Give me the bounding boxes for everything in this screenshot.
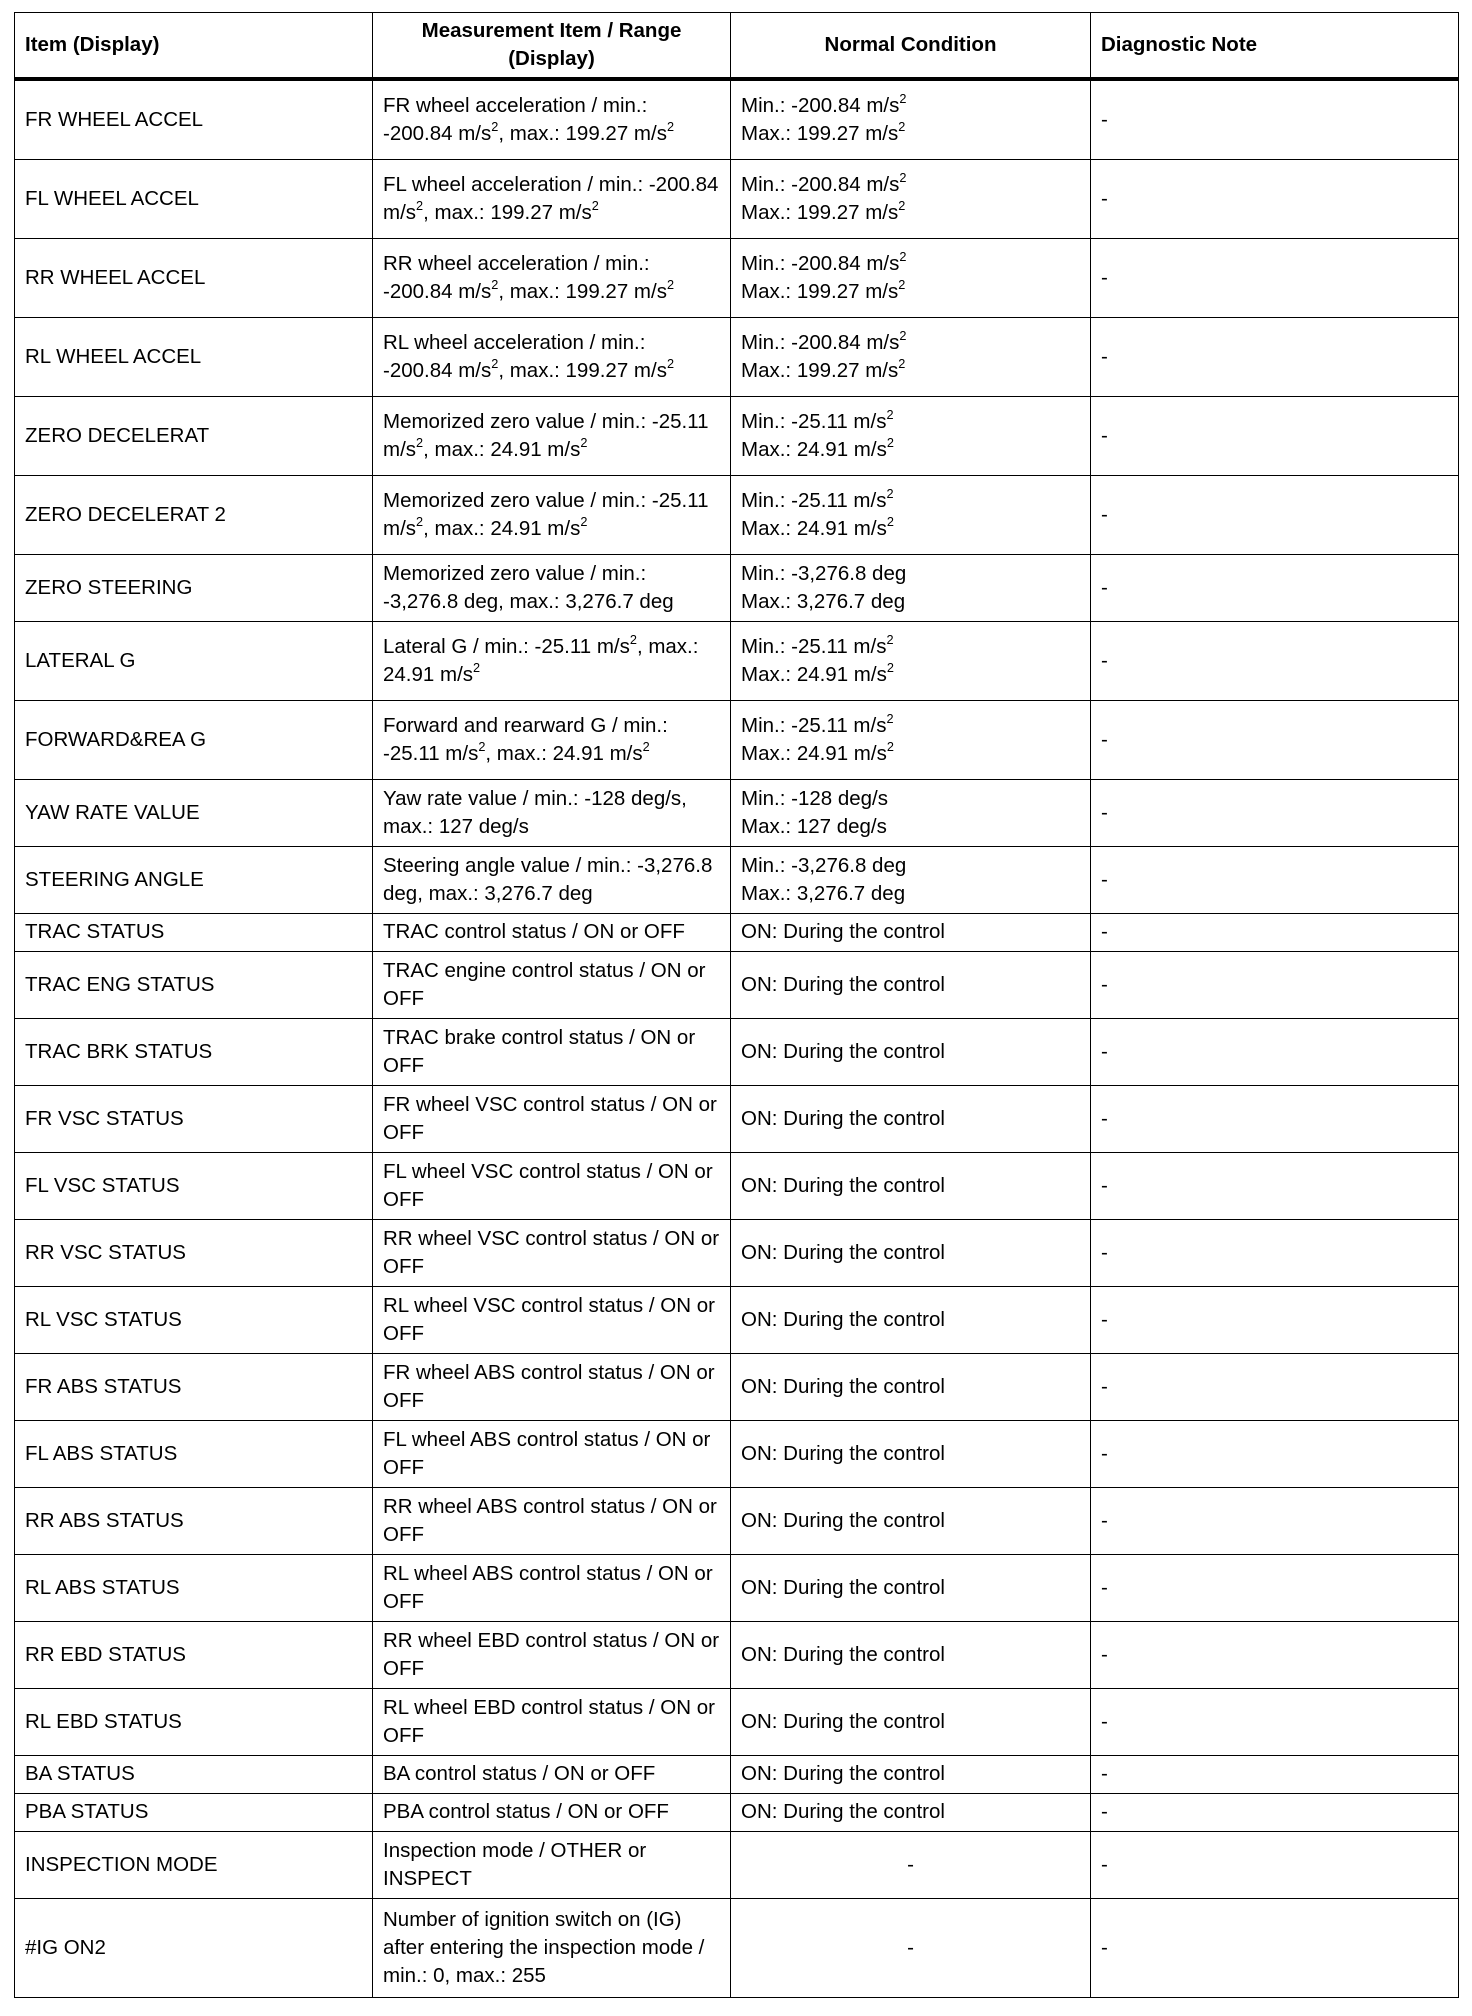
cell-item-display: ZERO STEERING xyxy=(15,555,373,622)
table-row xyxy=(15,1555,1459,1622)
cell-diagnostic-note: - xyxy=(1091,1899,1459,1998)
cell-diagnostic-note: - xyxy=(1091,397,1459,476)
cell-item-display: INSPECTION MODE xyxy=(15,1832,373,1899)
cell-item-display: TRAC STATUS xyxy=(15,914,373,952)
cell-normal-condition: ON: During the control xyxy=(731,1086,1091,1153)
table-header-row xyxy=(15,13,1459,80)
cell-diagnostic-note: - xyxy=(1091,1488,1459,1555)
cell-measurement-item: Inspection mode / OTHER or INSPECT xyxy=(373,1832,731,1899)
cell-item-display: PBA STATUS xyxy=(15,1794,373,1832)
table-row xyxy=(15,701,1459,780)
table-row xyxy=(15,780,1459,847)
table-row xyxy=(15,239,1459,318)
header-diagnostic-note: Diagnostic Note xyxy=(1091,13,1459,80)
cell-diagnostic-note: - xyxy=(1091,1086,1459,1153)
cell-normal-condition: Min.: -25.11 $m/s^2$ Max.: 24.91 $m/s^2$ xyxy=(731,476,1091,555)
table-row xyxy=(15,1832,1459,1899)
table-row xyxy=(15,1421,1459,1488)
cell-normal-condition: ON: During the control xyxy=(731,1622,1091,1689)
cell-measurement-item: Yaw rate value / min.: -128 deg/s, max.: 127 deg/s xyxy=(373,780,731,847)
cell-normal-condition: ON: During the control xyxy=(731,1019,1091,1086)
cell-normal-condition: ON: During the control xyxy=(731,1756,1091,1794)
cell-normal-condition: - xyxy=(731,1832,1091,1899)
cell-diagnostic-note: - xyxy=(1091,1689,1459,1756)
cell-diagnostic-note: - xyxy=(1091,555,1459,622)
cell-measurement-item: TRAC control status / ON or OFF xyxy=(373,914,731,952)
cell-item-display: FL VSC STATUS xyxy=(15,1153,373,1220)
cell-item-display: RR WHEEL ACCEL xyxy=(15,239,373,318)
cell-item-display: RL WHEEL ACCEL xyxy=(15,318,373,397)
table-row xyxy=(15,1794,1459,1832)
cell-measurement-item: Number of ignition switch on (IG) after entering the inspection mode / min.: 0, max.: 255 xyxy=(373,1899,731,1998)
cell-normal-condition: Min.: -200.84 $m/s^2$ Max.: 199.27 $m/s^2$ xyxy=(731,79,1091,160)
cell-measurement-item: RL wheel acceleration / min.: -200.84 $m/s^2$, max.: 199.27 $m/s^2$ xyxy=(373,318,731,397)
cell-normal-condition: ON: During the control xyxy=(731,1421,1091,1488)
cell-item-display: #IG ON2 xyxy=(15,1899,373,1998)
cell-normal-condition: - xyxy=(731,1899,1091,1998)
cell-measurement-item: RR wheel EBD control status / ON or OFF xyxy=(373,1622,731,1689)
cell-diagnostic-note: - xyxy=(1091,622,1459,701)
cell-normal-condition: ON: During the control xyxy=(731,1555,1091,1622)
cell-measurement-item: Memorized zero value / min.: -25.11 $m/s^2$, max.: 24.91 $m/s^2$ xyxy=(373,397,731,476)
table-body xyxy=(15,79,1459,1998)
cell-normal-condition: Min.: -3,276.8 deg Max.: 3,276.7 deg xyxy=(731,847,1091,914)
table-row xyxy=(15,622,1459,701)
cell-item-display: RR EBD STATUS xyxy=(15,1622,373,1689)
cell-measurement-item: Memorized zero value / min.: -3,276.8 deg, max.: 3,276.7 deg xyxy=(373,555,731,622)
cell-diagnostic-note: - xyxy=(1091,1622,1459,1689)
cell-item-display: RL VSC STATUS xyxy=(15,1287,373,1354)
table-row xyxy=(15,952,1459,1019)
cell-normal-condition: Min.: -128 deg/s Max.: 127 deg/s xyxy=(731,780,1091,847)
cell-normal-condition: Min.: -200.84 $m/s^2$ Max.: 199.27 $m/s^2$ xyxy=(731,160,1091,239)
cell-diagnostic-note: - xyxy=(1091,701,1459,780)
cell-normal-condition: Min.: -200.84 $m/s^2$ Max.: 199.27 $m/s^2$ xyxy=(731,239,1091,318)
cell-measurement-item: Memorized zero value / min.: -25.11 $m/s^2$, max.: 24.91 $m/s^2$ xyxy=(373,476,731,555)
table-row xyxy=(15,1899,1459,1998)
cell-diagnostic-note: - xyxy=(1091,952,1459,1019)
cell-measurement-item: FL wheel VSC control status / ON or OFF xyxy=(373,1153,731,1220)
cell-normal-condition: Min.: -200.84 $m/s^2$ Max.: 199.27 $m/s^2$ xyxy=(731,318,1091,397)
header-measurement-item: Measurement Item / Range (Display) xyxy=(373,13,731,80)
cell-measurement-item: RL wheel VSC control status / ON or OFF xyxy=(373,1287,731,1354)
table-row xyxy=(15,1220,1459,1287)
table-row xyxy=(15,1354,1459,1421)
cell-diagnostic-note: - xyxy=(1091,780,1459,847)
cell-diagnostic-note: - xyxy=(1091,1832,1459,1899)
cell-measurement-item: FL wheel acceleration / min.: -200.84 $m/s^2$, max.: 199.27 $m/s^2$ xyxy=(373,160,731,239)
cell-diagnostic-note: - xyxy=(1091,847,1459,914)
cell-diagnostic-note: - xyxy=(1091,914,1459,952)
cell-item-display: ZERO DECELERAT 2 xyxy=(15,476,373,555)
cell-measurement-item: Forward and rearward G / min.: -25.11 $m/s^2$, max.: 24.91 $m/s^2$ xyxy=(373,701,731,780)
table-row xyxy=(15,555,1459,622)
data-list-table xyxy=(14,12,1459,1998)
cell-diagnostic-note: - xyxy=(1091,239,1459,318)
cell-diagnostic-note: - xyxy=(1091,1220,1459,1287)
cell-measurement-item: FR wheel VSC control status / ON or OFF xyxy=(373,1086,731,1153)
cell-measurement-item: FL wheel ABS control status / ON or OFF xyxy=(373,1421,731,1488)
cell-item-display: LATERAL G xyxy=(15,622,373,701)
cell-item-display: RL EBD STATUS xyxy=(15,1689,373,1756)
cell-diagnostic-note: - xyxy=(1091,1555,1459,1622)
table-row xyxy=(15,79,1459,160)
cell-measurement-item: RR wheel ABS control status / ON or OFF xyxy=(373,1488,731,1555)
cell-measurement-item: PBA control status / ON or OFF xyxy=(373,1794,731,1832)
table-row xyxy=(15,160,1459,239)
cell-measurement-item: TRAC brake control status / ON or OFF xyxy=(373,1019,731,1086)
header-normal-condition: Normal Condition xyxy=(731,13,1091,80)
cell-diagnostic-note: - xyxy=(1091,1019,1459,1086)
cell-measurement-item: Steering angle value / min.: -3,276.8 deg, max.: 3,276.7 deg xyxy=(373,847,731,914)
data-list-table-container xyxy=(14,12,1458,1998)
table-row xyxy=(15,914,1459,952)
cell-item-display: TRAC BRK STATUS xyxy=(15,1019,373,1086)
cell-measurement-item: Lateral G / min.: -25.11 $m/s^2$, max.: 24.91 $m/s^2$ xyxy=(373,622,731,701)
cell-normal-condition: Min.: -25.11 $m/s^2$ Max.: 24.91 $m/s^2$ xyxy=(731,701,1091,780)
cell-normal-condition: ON: During the control xyxy=(731,1287,1091,1354)
table-row xyxy=(15,1756,1459,1794)
cell-item-display: BA STATUS xyxy=(15,1756,373,1794)
cell-normal-condition: Min.: -25.11 $m/s^2$ Max.: 24.91 $m/s^2$ xyxy=(731,622,1091,701)
cell-diagnostic-note: - xyxy=(1091,1153,1459,1220)
cell-item-display: FL ABS STATUS xyxy=(15,1421,373,1488)
cell-measurement-item: FR wheel acceleration / min.: -200.84 $m/s^2$, max.: 199.27 $m/s^2$ xyxy=(373,79,731,160)
cell-normal-condition: ON: During the control xyxy=(731,914,1091,952)
cell-item-display: FR WHEEL ACCEL xyxy=(15,79,373,160)
cell-item-display: TRAC ENG STATUS xyxy=(15,952,373,1019)
table-row xyxy=(15,1019,1459,1086)
table-row xyxy=(15,318,1459,397)
cell-measurement-item: BA control status / ON or OFF xyxy=(373,1756,731,1794)
cell-normal-condition: ON: During the control xyxy=(731,952,1091,1019)
table-row xyxy=(15,1086,1459,1153)
cell-item-display: FR VSC STATUS xyxy=(15,1086,373,1153)
cell-item-display: STEERING ANGLE xyxy=(15,847,373,914)
table-row xyxy=(15,1488,1459,1555)
cell-normal-condition: ON: During the control xyxy=(731,1794,1091,1832)
cell-item-display: FR ABS STATUS xyxy=(15,1354,373,1421)
cell-measurement-item: RL wheel ABS control status / ON or OFF xyxy=(373,1555,731,1622)
table-row xyxy=(15,1153,1459,1220)
cell-diagnostic-note: - xyxy=(1091,160,1459,239)
cell-diagnostic-note: - xyxy=(1091,318,1459,397)
cell-diagnostic-note: - xyxy=(1091,1287,1459,1354)
cell-measurement-item: TRAC engine control status / ON or OFF xyxy=(373,952,731,1019)
cell-diagnostic-note: - xyxy=(1091,476,1459,555)
table-row xyxy=(15,476,1459,555)
table-row xyxy=(15,1689,1459,1756)
cell-diagnostic-note: - xyxy=(1091,1756,1459,1794)
cell-measurement-item: RL wheel EBD control status / ON or OFF xyxy=(373,1689,731,1756)
cell-measurement-item: FR wheel ABS control status / ON or OFF xyxy=(373,1354,731,1421)
cell-normal-condition: ON: During the control xyxy=(731,1220,1091,1287)
cell-item-display: FORWARD&REA G xyxy=(15,701,373,780)
cell-normal-condition: ON: During the control xyxy=(731,1153,1091,1220)
cell-diagnostic-note: - xyxy=(1091,1354,1459,1421)
cell-item-display: RL ABS STATUS xyxy=(15,1555,373,1622)
cell-normal-condition: ON: During the control xyxy=(731,1488,1091,1555)
cell-item-display: YAW RATE VALUE xyxy=(15,780,373,847)
cell-normal-condition: Min.: -3,276.8 deg Max.: 3,276.7 deg xyxy=(731,555,1091,622)
cell-diagnostic-note: - xyxy=(1091,1421,1459,1488)
cell-measurement-item: RR wheel acceleration / min.: -200.84 $m/s^2$, max.: 199.27 $m/s^2$ xyxy=(373,239,731,318)
cell-normal-condition: Min.: -25.11 $m/s^2$ Max.: 24.91 $m/s^2$ xyxy=(731,397,1091,476)
table-row xyxy=(15,847,1459,914)
cell-normal-condition: ON: During the control xyxy=(731,1354,1091,1421)
header-item-display: Item (Display) xyxy=(15,13,373,80)
cell-diagnostic-note: - xyxy=(1091,79,1459,160)
cell-item-display: FL WHEEL ACCEL xyxy=(15,160,373,239)
table-row xyxy=(15,1287,1459,1354)
cell-item-display: RR ABS STATUS xyxy=(15,1488,373,1555)
cell-item-display: RR VSC STATUS xyxy=(15,1220,373,1287)
table-row xyxy=(15,397,1459,476)
cell-measurement-item: RR wheel VSC control status / ON or OFF xyxy=(373,1220,731,1287)
cell-normal-condition: ON: During the control xyxy=(731,1689,1091,1756)
cell-item-display: ZERO DECELERAT xyxy=(15,397,373,476)
table-row xyxy=(15,1622,1459,1689)
cell-diagnostic-note: - xyxy=(1091,1794,1459,1832)
